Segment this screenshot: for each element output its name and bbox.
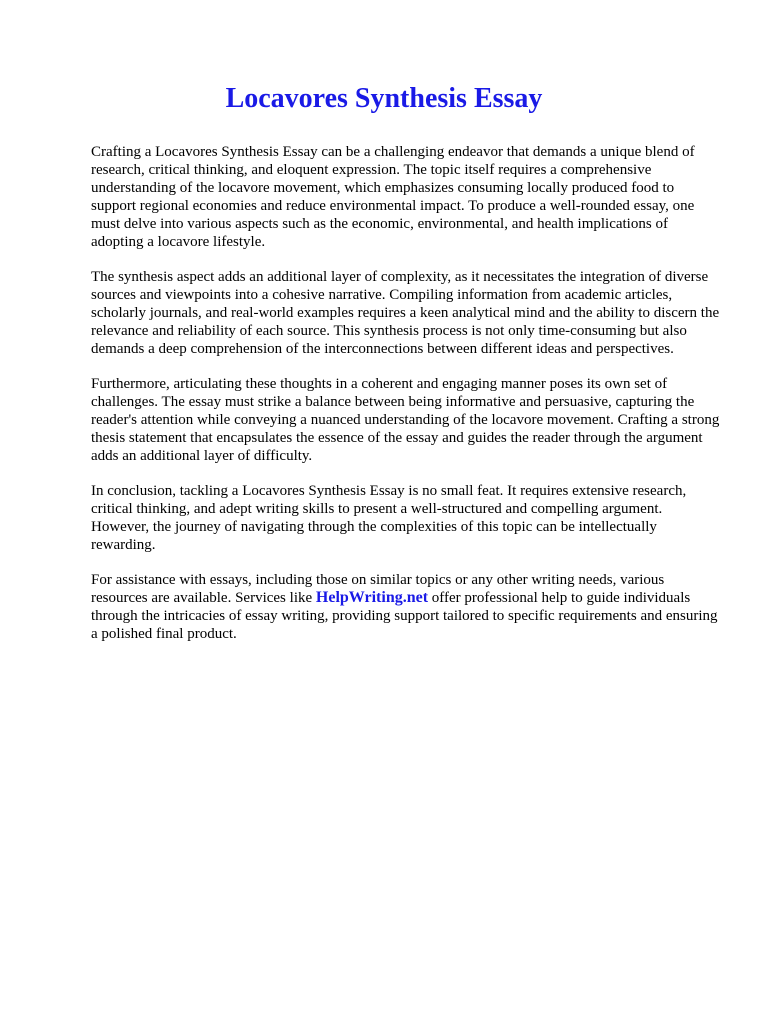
paragraph-2: The synthesis aspect adds an additional layer of complexity, as it necessitates the integration of diverse sources and viewpoints into a cohesive narrative. Compiling information from academic articles, scholarly journals, and real-world examples requires a keen analytical mind and the ability to discern the relevance and reliability of each source. This synthesis process is not only time-consuming but also demands a deep comprehension of the interconnections between different ideas and perspectives. [91, 269, 720, 357]
helpwriting-link[interactable]: HelpWriting.net [315, 589, 429, 606]
paragraph-5-text-after-link: offer professional help to guide individuals through the intricacies of essay writing, providing support tailored to specific requirements and ensuring a polished final product. [91, 590, 718, 642]
paragraph-4: In conclusion, tackling a Locavores Synthesis Essay is no small feat. It requires extensive research, critical thinking, and adept writing skills to present a well-structured and compelling argument. However, the journey of navigating through the complexities of this topic can be intellectually rewarding. [91, 483, 687, 553]
paragraph-5-text-before-link: For assistance with essays, including those on similar topics or any other writing needs, various resources are available. Services like [91, 572, 665, 606]
document-title: Locavores Synthesis Essay [225, 83, 543, 114]
paragraph-5 [91, 571, 720, 643]
paragraph-3: Furthermore, articulating these thoughts in a coherent and engaging manner poses its own set of challenges. The essay must strike a balance between being informative and persuasive, capturing the reader's attention while conveying a nuanced understanding of the locavore movement. Crafting a strong thesis statement that encapsulates the essence of the essay and guides the reader through the argument adds an additional layer of difficulty. [91, 376, 720, 464]
paragraph-1: Crafting a Locavores Synthesis Essay can be a challenging endeavor that demands a unique blend of research, critical thinking, and eloquent expression. The topic itself requires a comprehensive understanding of the locavore movement, which emphasizes consuming locally produced food to support regional economies and reduce environmental impact. To produce a well-rounded essay, one must delve into various aspects such as the economic, environmental, and health implications of adopting a locavore lifestyle. [91, 144, 695, 250]
